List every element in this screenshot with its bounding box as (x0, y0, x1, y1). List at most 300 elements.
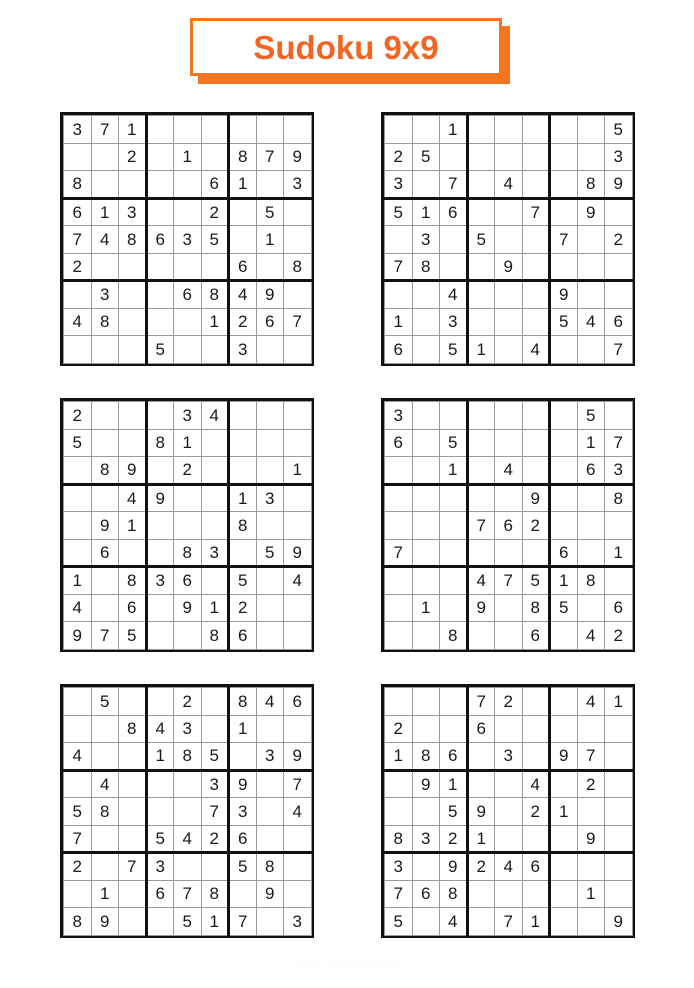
sudoku-empty-cell[interactable] (256, 798, 284, 826)
sudoku-empty-cell[interactable] (522, 281, 550, 309)
sudoku-given-cell[interactable]: 4 (64, 743, 92, 771)
sudoku-empty-cell[interactable] (201, 116, 229, 144)
sudoku-empty-cell[interactable] (440, 715, 468, 743)
sudoku-given-cell[interactable]: 1 (91, 198, 119, 226)
sudoku-empty-cell[interactable] (229, 457, 257, 485)
sudoku-given-cell[interactable]: 9 (577, 825, 605, 853)
sudoku-empty-cell[interactable] (174, 622, 202, 650)
sudoku-given-cell[interactable]: 2 (385, 715, 413, 743)
sudoku-empty-cell[interactable] (577, 281, 605, 309)
sudoku-empty-cell[interactable] (412, 512, 440, 540)
sudoku-empty-cell[interactable] (412, 539, 440, 567)
sudoku-given-cell[interactable]: 2 (495, 688, 523, 716)
sudoku-given-cell[interactable]: 8 (174, 743, 202, 771)
sudoku-given-cell[interactable]: 5 (146, 825, 174, 853)
sudoku-given-cell[interactable]: 5 (146, 336, 174, 364)
sudoku-empty-cell[interactable] (440, 253, 468, 281)
sudoku-empty-cell[interactable] (385, 594, 413, 622)
sudoku-empty-cell[interactable] (91, 171, 119, 199)
sudoku-empty-cell[interactable] (284, 336, 312, 364)
sudoku-empty-cell[interactable] (91, 853, 119, 881)
sudoku-given-cell[interactable]: 2 (605, 226, 633, 254)
sudoku-empty-cell[interactable] (119, 770, 147, 798)
sudoku-empty-cell[interactable] (146, 908, 174, 936)
sudoku-given-cell[interactable]: 7 (605, 429, 633, 457)
sudoku-empty-cell[interactable] (119, 688, 147, 716)
sudoku-given-cell[interactable]: 9 (284, 743, 312, 771)
sudoku-empty-cell[interactable] (64, 281, 92, 309)
sudoku-empty-cell[interactable] (174, 308, 202, 336)
sudoku-empty-cell[interactable] (550, 715, 578, 743)
sudoku-given-cell[interactable]: 6 (385, 429, 413, 457)
sudoku-given-cell[interactable]: 3 (119, 198, 147, 226)
sudoku-empty-cell[interactable] (522, 688, 550, 716)
sudoku-given-cell[interactable]: 3 (174, 226, 202, 254)
sudoku-empty-cell[interactable] (284, 880, 312, 908)
sudoku-given-cell[interactable]: 7 (64, 226, 92, 254)
sudoku-empty-cell[interactable] (577, 253, 605, 281)
sudoku-given-cell[interactable]: 9 (91, 512, 119, 540)
sudoku-given-cell[interactable]: 5 (412, 143, 440, 171)
sudoku-empty-cell[interactable] (229, 226, 257, 254)
sudoku-empty-cell[interactable] (467, 622, 495, 650)
sudoku-empty-cell[interactable] (91, 743, 119, 771)
sudoku-empty-cell[interactable] (119, 743, 147, 771)
sudoku-empty-cell[interactable] (256, 336, 284, 364)
sudoku-empty-cell[interactable] (605, 798, 633, 826)
sudoku-given-cell[interactable]: 2 (605, 622, 633, 650)
sudoku-empty-cell[interactable] (522, 116, 550, 144)
sudoku-given-cell[interactable]: 2 (119, 143, 147, 171)
sudoku-empty-cell[interactable] (119, 281, 147, 309)
sudoku-empty-cell[interactable] (550, 853, 578, 881)
sudoku-empty-cell[interactable] (256, 622, 284, 650)
sudoku-given-cell[interactable]: 4 (174, 825, 202, 853)
sudoku-given-cell[interactable]: 3 (412, 825, 440, 853)
sudoku-given-cell[interactable]: 3 (229, 336, 257, 364)
sudoku-given-cell[interactable]: 7 (467, 688, 495, 716)
sudoku-given-cell[interactable]: 7 (284, 308, 312, 336)
sudoku-empty-cell[interactable] (119, 171, 147, 199)
sudoku-empty-cell[interactable] (256, 116, 284, 144)
sudoku-given-cell[interactable]: 6 (467, 715, 495, 743)
sudoku-given-cell[interactable]: 2 (64, 402, 92, 430)
sudoku-given-cell[interactable]: 2 (64, 253, 92, 281)
sudoku-given-cell[interactable]: 9 (495, 253, 523, 281)
sudoku-empty-cell[interactable] (119, 429, 147, 457)
sudoku-empty-cell[interactable] (605, 743, 633, 771)
sudoku-empty-cell[interactable] (64, 336, 92, 364)
sudoku-given-cell[interactable]: 7 (284, 770, 312, 798)
sudoku-empty-cell[interactable] (412, 853, 440, 881)
sudoku-given-cell[interactable]: 5 (550, 594, 578, 622)
sudoku-empty-cell[interactable] (201, 143, 229, 171)
sudoku-given-cell[interactable]: 8 (64, 171, 92, 199)
sudoku-empty-cell[interactable] (550, 336, 578, 364)
sudoku-given-cell[interactable]: 3 (284, 908, 312, 936)
sudoku-given-cell[interactable]: 6 (91, 539, 119, 567)
sudoku-given-cell[interactable]: 4 (146, 715, 174, 743)
sudoku-empty-cell[interactable] (550, 512, 578, 540)
sudoku-given-cell[interactable]: 5 (385, 198, 413, 226)
sudoku-empty-cell[interactable] (256, 594, 284, 622)
sudoku-given-cell[interactable]: 9 (284, 539, 312, 567)
sudoku-given-cell[interactable]: 5 (64, 429, 92, 457)
sudoku-empty-cell[interactable] (577, 853, 605, 881)
sudoku-given-cell[interactable]: 3 (440, 308, 468, 336)
sudoku-empty-cell[interactable] (412, 798, 440, 826)
sudoku-empty-cell[interactable] (146, 198, 174, 226)
sudoku-empty-cell[interactable] (440, 402, 468, 430)
sudoku-given-cell[interactable]: 3 (605, 457, 633, 485)
sudoku-given-cell[interactable]: 8 (146, 429, 174, 457)
sudoku-given-cell[interactable]: 1 (229, 171, 257, 199)
sudoku-given-cell[interactable]: 7 (495, 908, 523, 936)
sudoku-empty-cell[interactable] (146, 116, 174, 144)
sudoku-empty-cell[interactable] (605, 825, 633, 853)
sudoku-empty-cell[interactable] (550, 171, 578, 199)
sudoku-given-cell[interactable]: 3 (256, 484, 284, 512)
sudoku-empty-cell[interactable] (412, 402, 440, 430)
sudoku-given-cell[interactable]: 6 (119, 594, 147, 622)
sudoku-given-cell[interactable]: 3 (605, 143, 633, 171)
sudoku-empty-cell[interactable] (522, 171, 550, 199)
sudoku-empty-cell[interactable] (201, 688, 229, 716)
sudoku-empty-cell[interactable] (440, 594, 468, 622)
sudoku-empty-cell[interactable] (201, 253, 229, 281)
sudoku-given-cell[interactable]: 1 (550, 798, 578, 826)
sudoku-empty-cell[interactable] (174, 198, 202, 226)
sudoku-empty-cell[interactable] (467, 281, 495, 309)
sudoku-given-cell[interactable]: 4 (495, 171, 523, 199)
sudoku-given-cell[interactable]: 3 (412, 226, 440, 254)
sudoku-empty-cell[interactable] (64, 143, 92, 171)
sudoku-given-cell[interactable]: 5 (91, 688, 119, 716)
sudoku-given-cell[interactable]: 1 (201, 308, 229, 336)
sudoku-given-cell[interactable]: 4 (440, 908, 468, 936)
sudoku-empty-cell[interactable] (91, 484, 119, 512)
sudoku-empty-cell[interactable] (412, 336, 440, 364)
sudoku-given-cell[interactable]: 3 (229, 798, 257, 826)
sudoku-given-cell[interactable]: 3 (495, 743, 523, 771)
sudoku-given-cell[interactable]: 8 (64, 908, 92, 936)
sudoku-empty-cell[interactable] (174, 853, 202, 881)
sudoku-given-cell[interactable]: 1 (605, 688, 633, 716)
sudoku-given-cell[interactable]: 2 (174, 688, 202, 716)
sudoku-empty-cell[interactable] (550, 457, 578, 485)
sudoku-empty-cell[interactable] (495, 143, 523, 171)
sudoku-empty-cell[interactable] (440, 512, 468, 540)
sudoku-given-cell[interactable]: 4 (229, 281, 257, 309)
sudoku-empty-cell[interactable] (605, 880, 633, 908)
sudoku-given-cell[interactable]: 7 (174, 880, 202, 908)
sudoku-empty-cell[interactable] (550, 253, 578, 281)
sudoku-empty-cell[interactable] (550, 770, 578, 798)
sudoku-given-cell[interactable]: 7 (577, 743, 605, 771)
sudoku-empty-cell[interactable] (495, 622, 523, 650)
sudoku-given-cell[interactable]: 8 (412, 253, 440, 281)
sudoku-empty-cell[interactable] (495, 308, 523, 336)
sudoku-empty-cell[interactable] (522, 880, 550, 908)
sudoku-empty-cell[interactable] (577, 116, 605, 144)
sudoku-given-cell[interactable]: 7 (91, 622, 119, 650)
sudoku-empty-cell[interactable] (577, 143, 605, 171)
sudoku-empty-cell[interactable] (495, 594, 523, 622)
sudoku-given-cell[interactable]: 6 (229, 825, 257, 853)
sudoku-given-cell[interactable]: 3 (91, 281, 119, 309)
sudoku-given-cell[interactable]: 9 (467, 594, 495, 622)
sudoku-empty-cell[interactable] (495, 402, 523, 430)
sudoku-empty-cell[interactable] (385, 770, 413, 798)
sudoku-given-cell[interactable]: 6 (412, 880, 440, 908)
sudoku-empty-cell[interactable] (467, 143, 495, 171)
sudoku-given-cell[interactable]: 4 (522, 770, 550, 798)
sudoku-given-cell[interactable]: 3 (174, 715, 202, 743)
sudoku-given-cell[interactable]: 6 (146, 880, 174, 908)
sudoku-given-cell[interactable]: 5 (550, 308, 578, 336)
sudoku-empty-cell[interactable] (91, 336, 119, 364)
sudoku-empty-cell[interactable] (201, 512, 229, 540)
sudoku-empty-cell[interactable] (467, 539, 495, 567)
sudoku-empty-cell[interactable] (577, 539, 605, 567)
sudoku-given-cell[interactable]: 4 (256, 688, 284, 716)
sudoku-given-cell[interactable]: 9 (605, 171, 633, 199)
sudoku-empty-cell[interactable] (119, 908, 147, 936)
sudoku-empty-cell[interactable] (64, 688, 92, 716)
sudoku-empty-cell[interactable] (201, 457, 229, 485)
sudoku-empty-cell[interactable] (146, 143, 174, 171)
sudoku-empty-cell[interactable] (385, 622, 413, 650)
sudoku-empty-cell[interactable] (174, 171, 202, 199)
sudoku-empty-cell[interactable] (522, 143, 550, 171)
sudoku-empty-cell[interactable] (412, 281, 440, 309)
sudoku-given-cell[interactable]: 9 (550, 743, 578, 771)
sudoku-given-cell[interactable]: 7 (229, 908, 257, 936)
sudoku-empty-cell[interactable] (522, 308, 550, 336)
sudoku-given-cell[interactable]: 6 (256, 308, 284, 336)
sudoku-empty-cell[interactable] (119, 253, 147, 281)
sudoku-given-cell[interactable]: 1 (174, 143, 202, 171)
sudoku-given-cell[interactable]: 1 (385, 308, 413, 336)
sudoku-given-cell[interactable]: 5 (256, 198, 284, 226)
sudoku-given-cell[interactable]: 2 (64, 853, 92, 881)
sudoku-given-cell[interactable]: 7 (64, 825, 92, 853)
sudoku-empty-cell[interactable] (440, 226, 468, 254)
sudoku-given-cell[interactable]: 4 (91, 770, 119, 798)
sudoku-empty-cell[interactable] (64, 880, 92, 908)
sudoku-empty-cell[interactable] (229, 198, 257, 226)
sudoku-empty-cell[interactable] (522, 539, 550, 567)
sudoku-given-cell[interactable]: 8 (412, 743, 440, 771)
sudoku-empty-cell[interactable] (577, 908, 605, 936)
sudoku-grid-2[interactable] (381, 112, 635, 366)
sudoku-given-cell[interactable]: 5 (201, 743, 229, 771)
sudoku-given-cell[interactable]: 1 (467, 825, 495, 853)
sudoku-given-cell[interactable]: 6 (284, 688, 312, 716)
sudoku-given-cell[interactable]: 5 (440, 429, 468, 457)
sudoku-empty-cell[interactable] (605, 770, 633, 798)
sudoku-given-cell[interactable]: 1 (577, 880, 605, 908)
sudoku-given-cell[interactable]: 7 (605, 336, 633, 364)
sudoku-given-cell[interactable]: 8 (229, 512, 257, 540)
sudoku-empty-cell[interactable] (522, 429, 550, 457)
sudoku-grid-6[interactable] (381, 684, 635, 938)
sudoku-empty-cell[interactable] (467, 743, 495, 771)
sudoku-given-cell[interactable]: 1 (440, 457, 468, 485)
sudoku-given-cell[interactable]: 5 (64, 798, 92, 826)
sudoku-given-cell[interactable]: 8 (119, 715, 147, 743)
sudoku-empty-cell[interactable] (256, 457, 284, 485)
sudoku-grid-4[interactable] (381, 398, 635, 652)
sudoku-given-cell[interactable]: 1 (256, 226, 284, 254)
sudoku-empty-cell[interactable] (284, 853, 312, 881)
sudoku-given-cell[interactable]: 8 (174, 539, 202, 567)
sudoku-given-cell[interactable]: 4 (440, 281, 468, 309)
sudoku-empty-cell[interactable] (577, 226, 605, 254)
sudoku-empty-cell[interactable] (64, 715, 92, 743)
sudoku-empty-cell[interactable] (467, 198, 495, 226)
sudoku-empty-cell[interactable] (146, 798, 174, 826)
sudoku-empty-cell[interactable] (412, 908, 440, 936)
sudoku-empty-cell[interactable] (256, 171, 284, 199)
sudoku-empty-cell[interactable] (467, 116, 495, 144)
sudoku-given-cell[interactable]: 6 (146, 226, 174, 254)
sudoku-empty-cell[interactable] (440, 688, 468, 716)
sudoku-given-cell[interactable]: 8 (201, 281, 229, 309)
sudoku-empty-cell[interactable] (550, 116, 578, 144)
sudoku-empty-cell[interactable] (284, 512, 312, 540)
sudoku-empty-cell[interactable] (174, 253, 202, 281)
sudoku-given-cell[interactable]: 5 (201, 226, 229, 254)
sudoku-given-cell[interactable]: 4 (522, 336, 550, 364)
sudoku-empty-cell[interactable] (91, 143, 119, 171)
sudoku-given-cell[interactable]: 9 (522, 484, 550, 512)
sudoku-empty-cell[interactable] (174, 770, 202, 798)
sudoku-given-cell[interactable]: 5 (174, 908, 202, 936)
sudoku-given-cell[interactable]: 8 (385, 825, 413, 853)
sudoku-empty-cell[interactable] (495, 116, 523, 144)
sudoku-given-cell[interactable]: 3 (385, 402, 413, 430)
sudoku-empty-cell[interactable] (284, 622, 312, 650)
sudoku-empty-cell[interactable] (605, 715, 633, 743)
sudoku-given-cell[interactable]: 7 (522, 198, 550, 226)
sudoku-given-cell[interactable]: 9 (256, 281, 284, 309)
sudoku-given-cell[interactable]: 9 (412, 770, 440, 798)
sudoku-empty-cell[interactable] (201, 429, 229, 457)
sudoku-given-cell[interactable]: 5 (119, 622, 147, 650)
sudoku-empty-cell[interactable] (522, 402, 550, 430)
sudoku-empty-cell[interactable] (201, 336, 229, 364)
sudoku-empty-cell[interactable] (64, 512, 92, 540)
sudoku-empty-cell[interactable] (284, 116, 312, 144)
sudoku-given-cell[interactable]: 3 (256, 743, 284, 771)
sudoku-given-cell[interactable]: 1 (440, 770, 468, 798)
sudoku-given-cell[interactable]: 9 (467, 798, 495, 826)
sudoku-given-cell[interactable]: 8 (119, 226, 147, 254)
sudoku-empty-cell[interactable] (577, 336, 605, 364)
sudoku-empty-cell[interactable] (412, 429, 440, 457)
sudoku-given-cell[interactable]: 8 (229, 143, 257, 171)
sudoku-empty-cell[interactable] (550, 908, 578, 936)
sudoku-empty-cell[interactable] (284, 281, 312, 309)
sudoku-given-cell[interactable]: 2 (229, 308, 257, 336)
sudoku-empty-cell[interactable] (174, 798, 202, 826)
sudoku-given-cell[interactable]: 6 (522, 853, 550, 881)
sudoku-empty-cell[interactable] (385, 798, 413, 826)
sudoku-empty-cell[interactable] (146, 171, 174, 199)
sudoku-given-cell[interactable]: 6 (605, 594, 633, 622)
sudoku-empty-cell[interactable] (146, 308, 174, 336)
sudoku-given-cell[interactable]: 5 (522, 567, 550, 595)
sudoku-empty-cell[interactable] (91, 715, 119, 743)
sudoku-empty-cell[interactable] (256, 567, 284, 595)
sudoku-given-cell[interactable]: 1 (229, 484, 257, 512)
sudoku-empty-cell[interactable] (91, 429, 119, 457)
sudoku-empty-cell[interactable] (385, 512, 413, 540)
sudoku-empty-cell[interactable] (412, 308, 440, 336)
sudoku-given-cell[interactable]: 8 (577, 171, 605, 199)
sudoku-empty-cell[interactable] (256, 512, 284, 540)
sudoku-given-cell[interactable]: 4 (467, 567, 495, 595)
sudoku-empty-cell[interactable] (605, 198, 633, 226)
sudoku-empty-cell[interactable] (440, 484, 468, 512)
sudoku-empty-cell[interactable] (91, 594, 119, 622)
sudoku-empty-cell[interactable] (522, 226, 550, 254)
sudoku-given-cell[interactable]: 7 (119, 853, 147, 881)
sudoku-given-cell[interactable]: 5 (467, 226, 495, 254)
sudoku-given-cell[interactable]: 3 (146, 853, 174, 881)
sudoku-given-cell[interactable]: 1 (550, 567, 578, 595)
sudoku-given-cell[interactable]: 8 (229, 688, 257, 716)
sudoku-given-cell[interactable]: 8 (522, 594, 550, 622)
sudoku-empty-cell[interactable] (440, 539, 468, 567)
sudoku-given-cell[interactable]: 4 (495, 853, 523, 881)
sudoku-empty-cell[interactable] (256, 429, 284, 457)
sudoku-given-cell[interactable]: 7 (385, 880, 413, 908)
sudoku-empty-cell[interactable] (522, 253, 550, 281)
sudoku-empty-cell[interactable] (91, 402, 119, 430)
sudoku-empty-cell[interactable] (284, 226, 312, 254)
sudoku-empty-cell[interactable] (522, 825, 550, 853)
sudoku-given-cell[interactable]: 3 (146, 567, 174, 595)
sudoku-empty-cell[interactable] (495, 226, 523, 254)
sudoku-given-cell[interactable]: 2 (201, 825, 229, 853)
sudoku-given-cell[interactable]: 3 (284, 171, 312, 199)
sudoku-given-cell[interactable]: 1 (201, 594, 229, 622)
sudoku-empty-cell[interactable] (91, 825, 119, 853)
sudoku-empty-cell[interactable] (174, 116, 202, 144)
sudoku-empty-cell[interactable] (605, 512, 633, 540)
sudoku-given-cell[interactable]: 7 (495, 567, 523, 595)
sudoku-empty-cell[interactable] (495, 715, 523, 743)
sudoku-empty-cell[interactable] (412, 567, 440, 595)
sudoku-empty-cell[interactable] (284, 825, 312, 853)
sudoku-empty-cell[interactable] (467, 253, 495, 281)
sudoku-given-cell[interactable]: 1 (412, 198, 440, 226)
sudoku-empty-cell[interactable] (495, 198, 523, 226)
sudoku-given-cell[interactable]: 8 (577, 567, 605, 595)
sudoku-empty-cell[interactable] (467, 429, 495, 457)
sudoku-empty-cell[interactable] (467, 402, 495, 430)
sudoku-empty-cell[interactable] (174, 512, 202, 540)
sudoku-empty-cell[interactable] (412, 715, 440, 743)
sudoku-given-cell[interactable]: 9 (550, 281, 578, 309)
sudoku-given-cell[interactable]: 2 (522, 512, 550, 540)
sudoku-given-cell[interactable]: 3 (201, 539, 229, 567)
sudoku-empty-cell[interactable] (256, 402, 284, 430)
sudoku-given-cell[interactable]: 6 (495, 512, 523, 540)
sudoku-given-cell[interactable]: 5 (256, 539, 284, 567)
